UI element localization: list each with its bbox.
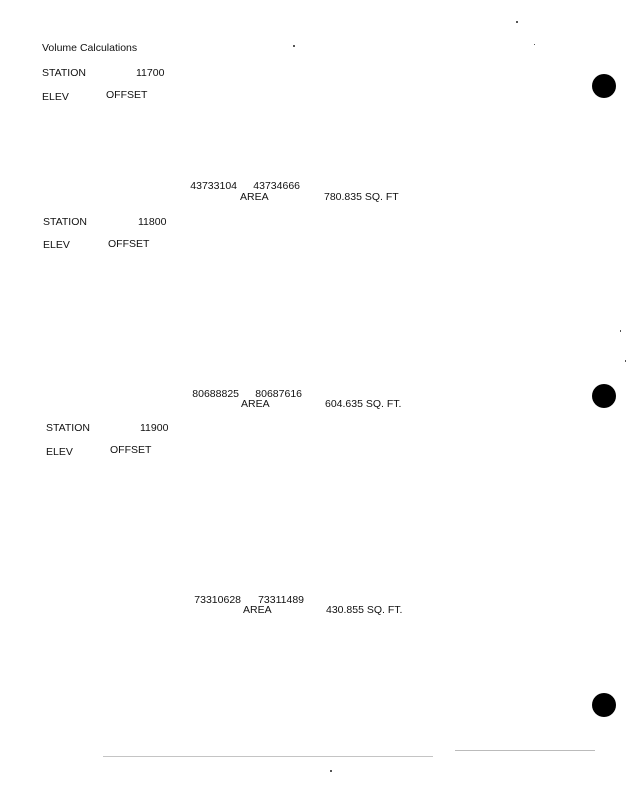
station-number: 11900 bbox=[140, 422, 169, 434]
sum-b: 73311489 bbox=[258, 594, 304, 606]
area-value: 430.855 SQ. FT. bbox=[326, 604, 403, 616]
offset-header: OFFSET bbox=[106, 89, 148, 101]
elev-header: ELEV bbox=[43, 239, 70, 251]
sum-a: 43733104 bbox=[190, 180, 237, 192]
sum-b: 43734666 bbox=[253, 180, 300, 192]
area-label: AREA bbox=[241, 398, 270, 410]
area-label: AREA bbox=[243, 604, 272, 616]
area-value: 604.635 SQ. FT. bbox=[325, 398, 402, 410]
area-value: 780.835 SQ. FT bbox=[324, 191, 399, 203]
station-label: STATION bbox=[43, 216, 87, 228]
sum-b: 80687616 bbox=[255, 388, 302, 400]
page-title: Volume Calculations bbox=[42, 42, 138, 54]
sum-a: 80688825 bbox=[192, 388, 239, 400]
station-label: STATION bbox=[42, 67, 86, 79]
punch-hole-bottom bbox=[592, 693, 616, 717]
elev-header: ELEV bbox=[42, 91, 69, 103]
station-label: STATION bbox=[46, 422, 90, 434]
sum-a: 73310628 bbox=[194, 594, 241, 606]
station-number: 11800 bbox=[138, 216, 167, 228]
elev-header: ELEV bbox=[46, 446, 73, 458]
station-number: 11700 bbox=[136, 67, 165, 79]
offset-header: OFFSET bbox=[108, 238, 150, 250]
area-label: AREA bbox=[240, 191, 269, 203]
offset-header: OFFSET bbox=[110, 444, 152, 456]
punch-hole-top bbox=[592, 74, 616, 98]
punch-hole-middle bbox=[592, 384, 616, 408]
